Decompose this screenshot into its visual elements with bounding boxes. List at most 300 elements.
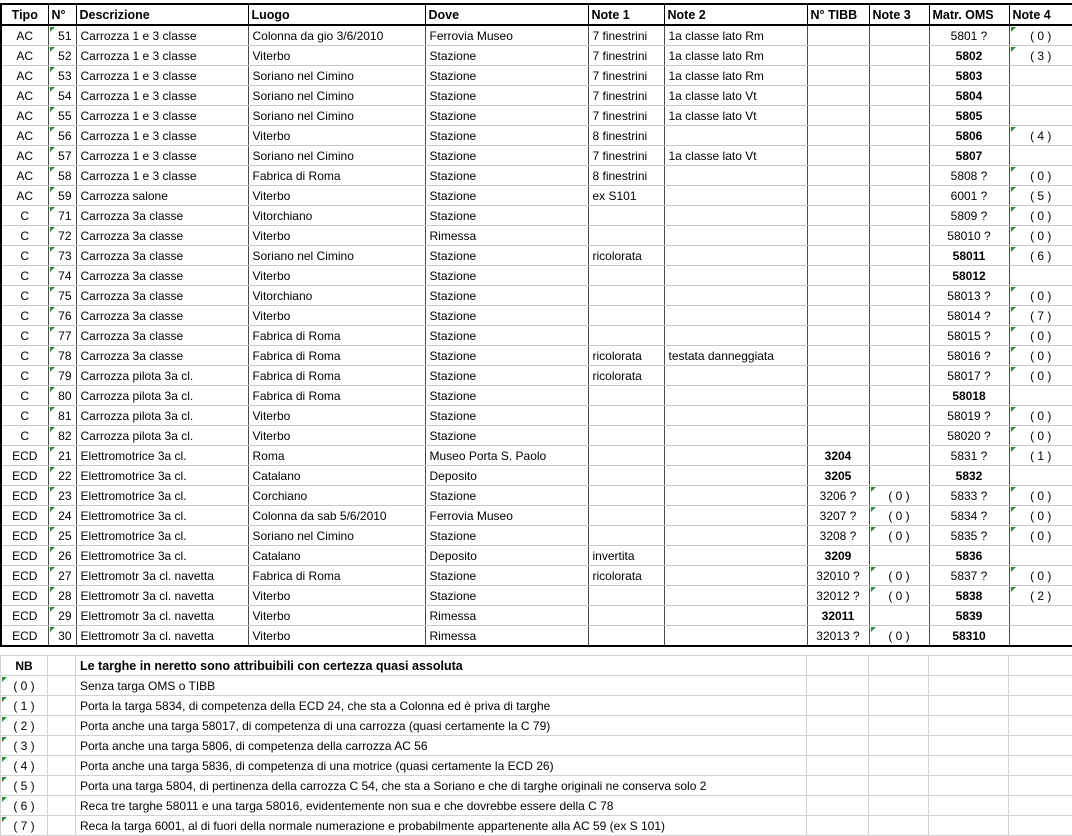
- cell-note1[interactable]: [588, 626, 664, 647]
- cell-descrizione[interactable]: Carrozza salone: [76, 186, 248, 206]
- cell-note3[interactable]: [869, 126, 929, 146]
- legend-text[interactable]: Porta una targa 5804, di pertinenza della carrozza C 54, che sta a Soriano e che di targhe originali ne conserva solo 2: [76, 776, 807, 796]
- cell-note3[interactable]: [869, 166, 929, 186]
- cell-dove[interactable]: Ferrovia Museo: [425, 506, 588, 526]
- empty-cell[interactable]: [807, 656, 869, 676]
- cell-tibb[interactable]: [807, 406, 869, 426]
- cell-dove[interactable]: Stazione: [425, 486, 588, 506]
- empty-cell[interactable]: [1009, 676, 1072, 696]
- empty-cell[interactable]: [48, 676, 76, 696]
- cell-descrizione[interactable]: Elettromotr 3a cl. navetta: [76, 566, 248, 586]
- legend-key[interactable]: ( 0 ): [1, 676, 48, 696]
- cell-note2[interactable]: 1a classe lato Vt: [664, 86, 807, 106]
- cell-descrizione[interactable]: Carrozza 3a classe: [76, 286, 248, 306]
- cell-note3[interactable]: [869, 66, 929, 86]
- cell-luogo[interactable]: Vitorchiano: [248, 206, 425, 226]
- empty-cell[interactable]: [807, 696, 869, 716]
- cell-note4[interactable]: ( 0 ): [1009, 526, 1072, 546]
- empty-cell[interactable]: [1009, 696, 1072, 716]
- cell-numero[interactable]: 80: [48, 386, 76, 406]
- empty-cell[interactable]: [1009, 736, 1072, 756]
- cell-note1[interactable]: [588, 586, 664, 606]
- cell-note4[interactable]: ( 0 ): [1009, 486, 1072, 506]
- legend-key[interactable]: ( 6 ): [1, 796, 48, 816]
- cell-note4[interactable]: [1009, 606, 1072, 626]
- cell-note3[interactable]: [869, 86, 929, 106]
- cell-tibb[interactable]: [807, 246, 869, 266]
- cell-descrizione[interactable]: Carrozza 1 e 3 classe: [76, 126, 248, 146]
- cell-note3[interactable]: [869, 186, 929, 206]
- cell-tipo[interactable]: C: [1, 306, 48, 326]
- cell-numero[interactable]: 75: [48, 286, 76, 306]
- cell-luogo[interactable]: Catalano: [248, 546, 425, 566]
- cell-luogo[interactable]: Viterbo: [248, 126, 425, 146]
- empty-cell[interactable]: [929, 776, 1009, 796]
- cell-note4[interactable]: ( 0 ): [1009, 426, 1072, 446]
- cell-dove[interactable]: Stazione: [425, 306, 588, 326]
- cell-note1[interactable]: [588, 326, 664, 346]
- cell-dove[interactable]: Rimessa: [425, 626, 588, 647]
- cell-note2[interactable]: [664, 246, 807, 266]
- column-header-note2[interactable]: Note 2: [664, 4, 807, 25]
- cell-note2[interactable]: [664, 126, 807, 146]
- cell-oms[interactable]: 5808 ?: [929, 166, 1009, 186]
- legend-key[interactable]: NB: [1, 656, 48, 676]
- cell-tibb[interactable]: [807, 286, 869, 306]
- cell-note1[interactable]: [588, 226, 664, 246]
- empty-cell[interactable]: [807, 736, 869, 756]
- column-header-note1[interactable]: Note 1: [588, 4, 664, 25]
- cell-note2[interactable]: [664, 486, 807, 506]
- cell-tibb[interactable]: [807, 166, 869, 186]
- cell-descrizione[interactable]: Carrozza 1 e 3 classe: [76, 25, 248, 46]
- cell-tipo[interactable]: C: [1, 246, 48, 266]
- cell-note3[interactable]: [869, 446, 929, 466]
- cell-note4[interactable]: [1009, 546, 1072, 566]
- column-header-tibb[interactable]: N° TIBB: [807, 4, 869, 25]
- legend-text[interactable]: Porta la targa 5834, di competenza della ECD 24, che sta a Colonna ed è priva di targhe: [76, 696, 807, 716]
- cell-dove[interactable]: Stazione: [425, 366, 588, 386]
- cell-luogo[interactable]: Roma: [248, 446, 425, 466]
- cell-numero[interactable]: 54: [48, 86, 76, 106]
- cell-note4[interactable]: ( 0 ): [1009, 286, 1072, 306]
- cell-numero[interactable]: 77: [48, 326, 76, 346]
- cell-note1[interactable]: [588, 206, 664, 226]
- cell-note2[interactable]: [664, 626, 807, 647]
- cell-descrizione[interactable]: Elettromotr 3a cl. navetta: [76, 586, 248, 606]
- cell-descrizione[interactable]: Carrozza 1 e 3 classe: [76, 106, 248, 126]
- cell-oms[interactable]: 5803: [929, 66, 1009, 86]
- cell-note4[interactable]: ( 0 ): [1009, 326, 1072, 346]
- cell-luogo[interactable]: Fabrica di Roma: [248, 386, 425, 406]
- cell-dove[interactable]: Stazione: [425, 346, 588, 366]
- cell-oms[interactable]: 5802: [929, 46, 1009, 66]
- cell-oms[interactable]: 5833 ?: [929, 486, 1009, 506]
- cell-tipo[interactable]: C: [1, 426, 48, 446]
- cell-note3[interactable]: [869, 306, 929, 326]
- cell-luogo[interactable]: Viterbo: [248, 186, 425, 206]
- cell-note1[interactable]: ricolorata: [588, 566, 664, 586]
- cell-note3[interactable]: [869, 46, 929, 66]
- cell-tipo[interactable]: ECD: [1, 626, 48, 647]
- empty-cell[interactable]: [48, 816, 76, 836]
- cell-descrizione[interactable]: Elettromotrice 3a cl.: [76, 506, 248, 526]
- cell-numero[interactable]: 51: [48, 25, 76, 46]
- cell-dove[interactable]: Stazione: [425, 266, 588, 286]
- cell-tipo[interactable]: AC: [1, 186, 48, 206]
- cell-numero[interactable]: 29: [48, 606, 76, 626]
- cell-oms[interactable]: 58017 ?: [929, 366, 1009, 386]
- cell-tibb[interactable]: 3209: [807, 546, 869, 566]
- empty-cell[interactable]: [929, 756, 1009, 776]
- cell-note1[interactable]: ricolorata: [588, 366, 664, 386]
- cell-note3[interactable]: [869, 466, 929, 486]
- cell-tipo[interactable]: AC: [1, 86, 48, 106]
- cell-oms[interactable]: 5839: [929, 606, 1009, 626]
- cell-luogo[interactable]: Catalano: [248, 466, 425, 486]
- cell-oms[interactable]: 5836: [929, 546, 1009, 566]
- cell-descrizione[interactable]: Carrozza 1 e 3 classe: [76, 166, 248, 186]
- column-header-dove[interactable]: Dove: [425, 4, 588, 25]
- cell-note1[interactable]: ricolorata: [588, 346, 664, 366]
- cell-dove[interactable]: Stazione: [425, 206, 588, 226]
- cell-numero[interactable]: 59: [48, 186, 76, 206]
- cell-luogo[interactable]: Soriano nel Cimino: [248, 66, 425, 86]
- cell-oms[interactable]: 5831 ?: [929, 446, 1009, 466]
- cell-note2[interactable]: [664, 266, 807, 286]
- cell-numero[interactable]: 22: [48, 466, 76, 486]
- legend-key[interactable]: ( 1 ): [1, 696, 48, 716]
- cell-oms[interactable]: 58016 ?: [929, 346, 1009, 366]
- cell-tibb[interactable]: [807, 146, 869, 166]
- cell-tipo[interactable]: C: [1, 386, 48, 406]
- cell-note1[interactable]: [588, 426, 664, 446]
- cell-descrizione[interactable]: Carrozza 1 e 3 classe: [76, 86, 248, 106]
- empty-cell[interactable]: [1009, 656, 1072, 676]
- cell-numero[interactable]: 76: [48, 306, 76, 326]
- cell-oms[interactable]: 58019 ?: [929, 406, 1009, 426]
- cell-dove[interactable]: Rimessa: [425, 226, 588, 246]
- cell-note1[interactable]: [588, 446, 664, 466]
- empty-cell[interactable]: [929, 656, 1009, 676]
- cell-tibb[interactable]: [807, 326, 869, 346]
- cell-dove[interactable]: Stazione: [425, 66, 588, 86]
- cell-note1[interactable]: [588, 466, 664, 486]
- legend-key[interactable]: ( 7 ): [1, 816, 48, 836]
- cell-oms[interactable]: 5835 ?: [929, 526, 1009, 546]
- cell-dove[interactable]: Stazione: [425, 46, 588, 66]
- cell-oms[interactable]: 5806: [929, 126, 1009, 146]
- cell-numero[interactable]: 74: [48, 266, 76, 286]
- empty-cell[interactable]: [48, 696, 76, 716]
- cell-note4[interactable]: ( 0 ): [1009, 346, 1072, 366]
- cell-note4[interactable]: [1009, 146, 1072, 166]
- cell-note4[interactable]: ( 6 ): [1009, 246, 1072, 266]
- legend-key[interactable]: ( 4 ): [1, 756, 48, 776]
- empty-cell[interactable]: [1009, 756, 1072, 776]
- empty-cell[interactable]: [929, 796, 1009, 816]
- cell-descrizione[interactable]: Elettromotrice 3a cl.: [76, 486, 248, 506]
- cell-tibb[interactable]: [807, 66, 869, 86]
- cell-note3[interactable]: [869, 386, 929, 406]
- cell-dove[interactable]: Stazione: [425, 326, 588, 346]
- cell-note1[interactable]: 8 finestrini: [588, 126, 664, 146]
- cell-tibb[interactable]: 32012 ?: [807, 586, 869, 606]
- cell-descrizione[interactable]: Carrozza 3a classe: [76, 226, 248, 246]
- cell-tipo[interactable]: AC: [1, 46, 48, 66]
- cell-luogo[interactable]: Fabrica di Roma: [248, 566, 425, 586]
- cell-numero[interactable]: 30: [48, 626, 76, 647]
- cell-tibb[interactable]: 3204: [807, 446, 869, 466]
- empty-cell[interactable]: [807, 816, 869, 836]
- empty-cell[interactable]: [48, 776, 76, 796]
- cell-tibb[interactable]: [807, 266, 869, 286]
- cell-tibb[interactable]: 32011: [807, 606, 869, 626]
- cell-tipo[interactable]: ECD: [1, 466, 48, 486]
- cell-note2[interactable]: [664, 366, 807, 386]
- empty-cell[interactable]: [48, 716, 76, 736]
- cell-dove[interactable]: Stazione: [425, 566, 588, 586]
- cell-dove[interactable]: Museo Porta S. Paolo: [425, 446, 588, 466]
- cell-note3[interactable]: [869, 426, 929, 446]
- cell-luogo[interactable]: Viterbo: [248, 626, 425, 647]
- cell-luogo[interactable]: Corchiano: [248, 486, 425, 506]
- empty-cell[interactable]: [48, 656, 76, 676]
- cell-descrizione[interactable]: Carrozza 3a classe: [76, 266, 248, 286]
- cell-descrizione[interactable]: Carrozza pilota 3a cl.: [76, 366, 248, 386]
- cell-tibb[interactable]: 3206 ?: [807, 486, 869, 506]
- cell-oms[interactable]: 58011: [929, 246, 1009, 266]
- cell-oms[interactable]: 58018: [929, 386, 1009, 406]
- legend-key[interactable]: ( 3 ): [1, 736, 48, 756]
- cell-luogo[interactable]: Viterbo: [248, 46, 425, 66]
- cell-descrizione[interactable]: Elettromotrice 3a cl.: [76, 546, 248, 566]
- cell-tibb[interactable]: [807, 25, 869, 46]
- cell-oms[interactable]: 58014 ?: [929, 306, 1009, 326]
- empty-cell[interactable]: [869, 656, 929, 676]
- cell-oms[interactable]: 5838: [929, 586, 1009, 606]
- cell-note1[interactable]: invertita: [588, 546, 664, 566]
- cell-dove[interactable]: Stazione: [425, 426, 588, 446]
- cell-luogo[interactable]: Fabrica di Roma: [248, 346, 425, 366]
- cell-note1[interactable]: 7 finestrini: [588, 25, 664, 46]
- cell-dove[interactable]: Stazione: [425, 86, 588, 106]
- cell-tipo[interactable]: C: [1, 406, 48, 426]
- cell-numero[interactable]: 52: [48, 46, 76, 66]
- cell-note2[interactable]: 1a classe lato Rm: [664, 46, 807, 66]
- column-header-note4[interactable]: Note 4: [1009, 4, 1072, 25]
- cell-note2[interactable]: testata danneggiata: [664, 346, 807, 366]
- cell-note1[interactable]: 7 finestrini: [588, 46, 664, 66]
- cell-dove[interactable]: Deposito: [425, 466, 588, 486]
- cell-tibb[interactable]: [807, 306, 869, 326]
- cell-note2[interactable]: 1a classe lato Rm: [664, 66, 807, 86]
- column-header-luogo[interactable]: Luogo: [248, 4, 425, 25]
- cell-descrizione[interactable]: Elettromotrice 3a cl.: [76, 446, 248, 466]
- cell-note3[interactable]: [869, 606, 929, 626]
- cell-descrizione[interactable]: Carrozza 3a classe: [76, 206, 248, 226]
- cell-note2[interactable]: [664, 326, 807, 346]
- cell-note4[interactable]: ( 1 ): [1009, 446, 1072, 466]
- cell-note2[interactable]: [664, 306, 807, 326]
- empty-cell[interactable]: [807, 776, 869, 796]
- cell-note4[interactable]: ( 5 ): [1009, 186, 1072, 206]
- legend-text[interactable]: Senza targa OMS o TIBB: [76, 676, 807, 696]
- empty-cell[interactable]: [869, 796, 929, 816]
- cell-tibb[interactable]: [807, 226, 869, 246]
- cell-numero[interactable]: 58: [48, 166, 76, 186]
- cell-note4[interactable]: [1009, 466, 1072, 486]
- cell-numero[interactable]: 24: [48, 506, 76, 526]
- cell-oms[interactable]: 58013 ?: [929, 286, 1009, 306]
- cell-dove[interactable]: Rimessa: [425, 606, 588, 626]
- cell-note2[interactable]: 1a classe lato Vt: [664, 106, 807, 126]
- cell-note1[interactable]: [588, 406, 664, 426]
- cell-tibb[interactable]: 3208 ?: [807, 526, 869, 546]
- cell-luogo[interactable]: Fabrica di Roma: [248, 366, 425, 386]
- cell-descrizione[interactable]: Carrozza 3a classe: [76, 346, 248, 366]
- legend-text[interactable]: Porta anche una targa 5806, di competenza della carrozza AC 56: [76, 736, 807, 756]
- cell-luogo[interactable]: Viterbo: [248, 586, 425, 606]
- cell-note2[interactable]: 1a classe lato Vt: [664, 146, 807, 166]
- cell-note2[interactable]: [664, 586, 807, 606]
- cell-descrizione[interactable]: Elettromotrice 3a cl.: [76, 526, 248, 546]
- cell-descrizione[interactable]: Carrozza 3a classe: [76, 326, 248, 346]
- column-header-matr-oms[interactable]: Matr. OMS: [929, 4, 1009, 25]
- cell-oms[interactable]: 5809 ?: [929, 206, 1009, 226]
- cell-oms[interactable]: 5834 ?: [929, 506, 1009, 526]
- cell-note4[interactable]: [1009, 626, 1072, 647]
- cell-note4[interactable]: ( 2 ): [1009, 586, 1072, 606]
- cell-numero[interactable]: 57: [48, 146, 76, 166]
- cell-note3[interactable]: [869, 206, 929, 226]
- cell-tipo[interactable]: C: [1, 226, 48, 246]
- cell-tibb[interactable]: 32013 ?: [807, 626, 869, 647]
- cell-descrizione[interactable]: Elettromotr 3a cl. navetta: [76, 606, 248, 626]
- cell-tipo[interactable]: AC: [1, 146, 48, 166]
- cell-note2[interactable]: [664, 426, 807, 446]
- cell-note4[interactable]: [1009, 106, 1072, 126]
- cell-note4[interactable]: ( 4 ): [1009, 126, 1072, 146]
- cell-numero[interactable]: 82: [48, 426, 76, 446]
- cell-tibb[interactable]: [807, 426, 869, 446]
- cell-oms[interactable]: 58012: [929, 266, 1009, 286]
- cell-luogo[interactable]: Viterbo: [248, 266, 425, 286]
- cell-tibb[interactable]: [807, 186, 869, 206]
- cell-note3[interactable]: ( 0 ): [869, 566, 929, 586]
- cell-luogo[interactable]: Colonna da gio 3/6/2010: [248, 25, 425, 46]
- cell-note3[interactable]: ( 0 ): [869, 586, 929, 606]
- cell-note3[interactable]: [869, 266, 929, 286]
- cell-oms[interactable]: 6001 ?: [929, 186, 1009, 206]
- cell-luogo[interactable]: Viterbo: [248, 426, 425, 446]
- cell-numero[interactable]: 73: [48, 246, 76, 266]
- cell-note1[interactable]: [588, 306, 664, 326]
- legend-key[interactable]: ( 2 ): [1, 716, 48, 736]
- cell-descrizione[interactable]: Carrozza 1 e 3 classe: [76, 146, 248, 166]
- cell-oms[interactable]: 5807: [929, 146, 1009, 166]
- cell-oms[interactable]: 5837 ?: [929, 566, 1009, 586]
- cell-luogo[interactable]: Viterbo: [248, 226, 425, 246]
- cell-numero[interactable]: 23: [48, 486, 76, 506]
- empty-cell[interactable]: [1009, 776, 1072, 796]
- cell-tipo[interactable]: AC: [1, 126, 48, 146]
- cell-luogo[interactable]: Soriano nel Cimino: [248, 106, 425, 126]
- cell-descrizione[interactable]: Carrozza pilota 3a cl.: [76, 386, 248, 406]
- column-header-note3[interactable]: Note 3: [869, 4, 929, 25]
- cell-dove[interactable]: Stazione: [425, 186, 588, 206]
- cell-oms[interactable]: 58010 ?: [929, 226, 1009, 246]
- cell-luogo[interactable]: Soriano nel Cimino: [248, 86, 425, 106]
- cell-descrizione[interactable]: Elettromotr 3a cl. navetta: [76, 626, 248, 647]
- cell-numero[interactable]: 71: [48, 206, 76, 226]
- cell-note3[interactable]: [869, 25, 929, 46]
- cell-note1[interactable]: [588, 266, 664, 286]
- cell-dove[interactable]: Stazione: [425, 406, 588, 426]
- cell-oms[interactable]: 58020 ?: [929, 426, 1009, 446]
- cell-luogo[interactable]: Soriano nel Cimino: [248, 146, 425, 166]
- empty-cell[interactable]: [869, 756, 929, 776]
- cell-note1[interactable]: [588, 286, 664, 306]
- cell-note4[interactable]: ( 0 ): [1009, 566, 1072, 586]
- cell-note2[interactable]: [664, 606, 807, 626]
- empty-cell[interactable]: [929, 696, 1009, 716]
- cell-tibb[interactable]: [807, 346, 869, 366]
- cell-note3[interactable]: [869, 326, 929, 346]
- cell-oms[interactable]: 58015 ?: [929, 326, 1009, 346]
- cell-tibb[interactable]: [807, 86, 869, 106]
- empty-cell[interactable]: [869, 676, 929, 696]
- empty-cell[interactable]: [1009, 816, 1072, 836]
- cell-note1[interactable]: 7 finestrini: [588, 66, 664, 86]
- cell-tipo[interactable]: ECD: [1, 566, 48, 586]
- cell-dove[interactable]: Stazione: [425, 126, 588, 146]
- cell-note4[interactable]: ( 0 ): [1009, 226, 1072, 246]
- cell-note1[interactable]: 7 finestrini: [588, 146, 664, 166]
- cell-dove[interactable]: Stazione: [425, 146, 588, 166]
- cell-note4[interactable]: [1009, 86, 1072, 106]
- cell-tibb[interactable]: 3207 ?: [807, 506, 869, 526]
- cell-note2[interactable]: [664, 526, 807, 546]
- cell-numero[interactable]: 78: [48, 346, 76, 366]
- cell-tipo[interactable]: ECD: [1, 546, 48, 566]
- cell-note2[interactable]: [664, 166, 807, 186]
- cell-note2[interactable]: [664, 466, 807, 486]
- legend-text[interactable]: Reca tre targhe 58011 e una targa 58016, evidentemente non sua e che dovrebbe essere della C 78: [76, 796, 807, 816]
- cell-note3[interactable]: ( 0 ): [869, 486, 929, 506]
- cell-tipo[interactable]: C: [1, 326, 48, 346]
- cell-note3[interactable]: [869, 106, 929, 126]
- cell-note3[interactable]: [869, 226, 929, 246]
- legend-text[interactable]: Porta anche una targa 58017, di competenza di una carrozza (quasi certamente la C 79): [76, 716, 807, 736]
- column-header-descrizione[interactable]: Descrizione: [76, 4, 248, 25]
- cell-note1[interactable]: 7 finestrini: [588, 86, 664, 106]
- cell-note3[interactable]: [869, 146, 929, 166]
- cell-note1[interactable]: ex S101: [588, 186, 664, 206]
- cell-note4[interactable]: [1009, 266, 1072, 286]
- cell-note4[interactable]: ( 0 ): [1009, 406, 1072, 426]
- cell-dove[interactable]: Deposito: [425, 546, 588, 566]
- cell-note4[interactable]: ( 0 ): [1009, 366, 1072, 386]
- cell-tipo[interactable]: C: [1, 366, 48, 386]
- legend-text[interactable]: Porta anche una targa 5836, di competenza di una motrice (quasi certamente la ECD 26): [76, 756, 807, 776]
- cell-descrizione[interactable]: Carrozza pilota 3a cl.: [76, 406, 248, 426]
- cell-tipo[interactable]: ECD: [1, 526, 48, 546]
- cell-tibb[interactable]: [807, 106, 869, 126]
- cell-note1[interactable]: 7 finestrini: [588, 106, 664, 126]
- cell-note1[interactable]: [588, 506, 664, 526]
- empty-cell[interactable]: [929, 676, 1009, 696]
